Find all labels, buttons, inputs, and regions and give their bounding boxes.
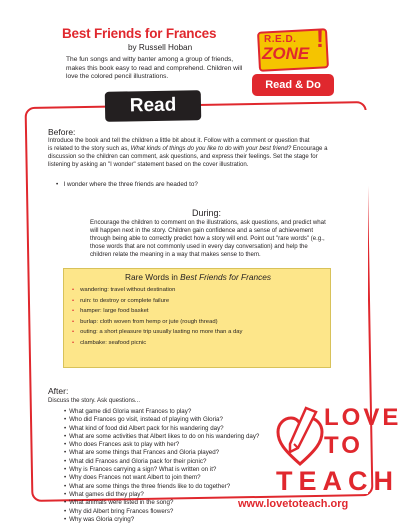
badge-read-do: Read & Do (252, 74, 334, 96)
after-question: • Why was Gloria crying? (64, 516, 259, 524)
after-question: • What are some things the three friends like to do together? (64, 483, 259, 491)
book-title: Best Friends for Frances (62, 26, 217, 41)
during-line: those words that are not commonly used in every day conversation) and help the (90, 243, 308, 250)
website-url: www.lovetoteach.org (238, 498, 349, 510)
before-line: Introduce the book and tell the children a little bit about it. Follow with a comment or question that (48, 137, 310, 144)
after-heading: After: (48, 386, 69, 396)
after-question: • What did Frances and Gloria pack for their picnic? (64, 458, 259, 466)
after-question: • Who does Frances ask to play with her? (64, 441, 259, 449)
before-bullet-text: I wonder where the three friends are headed to? (63, 181, 198, 188)
before-line-question: What kinds of things do you like to do with your best friend? (130, 145, 292, 152)
after-question: • Why is Frances carrying a sign? What is written on it? (64, 466, 259, 474)
after-question: • Why did Albert bring Frances flowers? (64, 508, 259, 516)
after-question: • Why does Frances not want Albert to join them? (64, 474, 259, 482)
rare-word-item: • hamper: large food basket (72, 306, 242, 317)
before-line (48, 145, 327, 153)
badge-red-text: R.E.D. (264, 34, 297, 45)
after-intro: Discuss the story. Ask questions... (48, 397, 141, 404)
badge-exclamation: ! (316, 26, 324, 53)
logo-love: LOVE (324, 404, 401, 431)
rare-word-item: • clambake: seafood picnic (72, 338, 242, 349)
during-line: will happen next in the story. Children gain confidence and a sense of achievement (90, 227, 314, 234)
rare-words-title-prefix: Rare Words in (124, 272, 181, 282)
rare-words-title (64, 272, 332, 282)
rare-word-item: • ruin: to destroy or complete failure (72, 296, 242, 307)
rare-word-item: • wandering: travel without destination (72, 285, 242, 296)
read-section-tab: Read (105, 90, 202, 122)
before-heading: Before: (48, 127, 76, 137)
during-heading: During: (192, 208, 222, 218)
rare-words-title-book: Best Friends for Frances (180, 272, 272, 282)
red-zone-badge (252, 26, 334, 100)
after-question: • Who did Frances go visit, instead of playing with Gloria? (64, 416, 259, 424)
after-question: • What are some activities that Albert likes to do on his wandering day? (64, 433, 259, 441)
before-paragraph (48, 137, 327, 169)
before-line: discussion so the children can comment, ask questions, and express their feelings. Set the stage for (48, 153, 318, 160)
after-question: • What game did Gloria want Frances to play? (64, 408, 259, 416)
during-line: children relate the meaning in a way that makes sense to them. (90, 251, 261, 258)
logo-to: TO (324, 432, 363, 459)
book-intro: The fun songs and witty banter among a group of friends, makes this book easy to read and comprehend. Children will love the colored pencil illustrations. (66, 56, 243, 81)
book-author: by Russell Hoban (128, 43, 193, 52)
after-questions-list (64, 408, 259, 524)
logo-teach: TEACH (276, 466, 399, 496)
after-question: • What animals were listed in the song? (64, 499, 259, 507)
after-question: • What games did they play? (64, 491, 259, 499)
during-line: through being able to correctly predict how a story will end. Point out "rare words" (e.g., (90, 235, 325, 242)
after-question: • What are some things that Frances and Gloria played? (64, 449, 259, 457)
during-paragraph (90, 219, 326, 259)
love-to-teach-logo (262, 400, 401, 510)
badge-zone-text: ZONE (262, 44, 310, 63)
before-bullet: • I wonder where the three friends are headed to? (56, 181, 198, 188)
heart-pencil-icon (276, 404, 324, 474)
rare-words-box (63, 268, 331, 368)
rare-word-item: • burlap: cloth woven from hemp or jute (rough thread) (72, 317, 242, 328)
rare-words-list (72, 285, 242, 349)
before-line: listening by asking an "I wonder" statement based on the cover illustration. (48, 161, 249, 168)
before-line-b: Encourage a (291, 145, 328, 152)
before-line-a: is related to the story such as, (48, 145, 131, 152)
after-question: • What kind of food did Albert pack for his wandering day? (64, 425, 259, 433)
rare-word-item: • outing: a short pleasure trip usually lasting no more than a day (72, 327, 242, 338)
during-line: Encourage the children to comment on the illustrations, ask questions, and predict what (90, 219, 326, 226)
